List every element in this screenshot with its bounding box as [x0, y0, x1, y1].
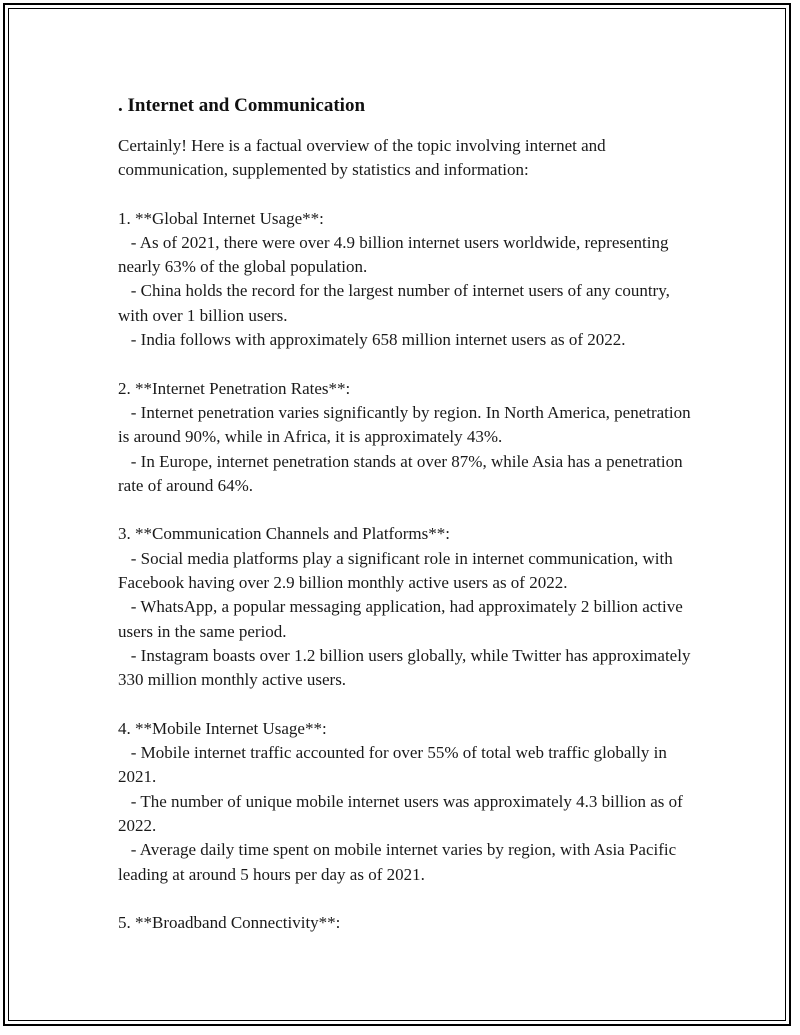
section-mobile-internet-usage: [118, 717, 698, 887]
bullet-item: - China holds the record for the largest number of internet users of any country, with over 1 billion users.: [118, 281, 675, 325]
section-global-internet-usage: [118, 207, 698, 353]
section-heading: 2. **Internet Penetration Rates**:: [118, 378, 351, 398]
bullet-item: - As of 2021, there were over 4.9 billion internet users worldwide, representing nearly 63% of the global population.: [118, 232, 673, 277]
bullet-item: - India follows with approximately 658 million internet users as of 2022.: [118, 330, 626, 350]
section-heading: 4. **Mobile Internet Usage**:: [118, 718, 327, 738]
section-communication-channels: [118, 522, 698, 692]
section-broadband-connectivity: [118, 911, 698, 935]
bullet-item: - Mobile internet traffic accounted for over 55% of total web traffic globally in 2021.: [118, 743, 672, 787]
bullet-item: - Internet penetration varies significantly by region. In North America, penetration is around 90%, while in Africa, it is approximately 43%.: [118, 402, 695, 447]
section-internet-penetration-rates: [118, 377, 698, 498]
bullet-item: - WhatsApp, a popular messaging application, had approximately 2 billion active users in the same period.: [118, 597, 688, 641]
section-heading: 1. **Global Internet Usage**:: [118, 208, 324, 228]
section-heading: 5. **Broadband Connectivity**:: [118, 913, 341, 933]
bullet-item: - The number of unique mobile internet users was approximately 4.3 billion as of 2022.: [118, 791, 688, 836]
intro-paragraph: Certainly! Here is a factual overview of the topic involving internet and communication, supplemented by statistics and information:: [118, 136, 606, 180]
document-title: . Internet and Communication: [118, 95, 366, 116]
document-body: [118, 94, 698, 960]
bullet-item: - In Europe, internet penetration stands at over 87%, while Asia has a penetration rate of around 64%.: [118, 451, 687, 495]
bullet-item: - Instagram boasts over 1.2 billion users globally, while Twitter has approximately 330 million monthly active users.: [118, 645, 695, 690]
bullet-item: - Social media platforms play a significant role in internet communication, with Facebook having over 2.9 billion monthly active users as of 2022.: [118, 548, 677, 593]
bullet-item: - Average daily time spent on mobile internet varies by region, with Asia Pacific leading at around 5 hours per day as of 2021.: [118, 840, 681, 884]
section-heading: 3. **Communication Channels and Platforms**:: [118, 524, 450, 544]
